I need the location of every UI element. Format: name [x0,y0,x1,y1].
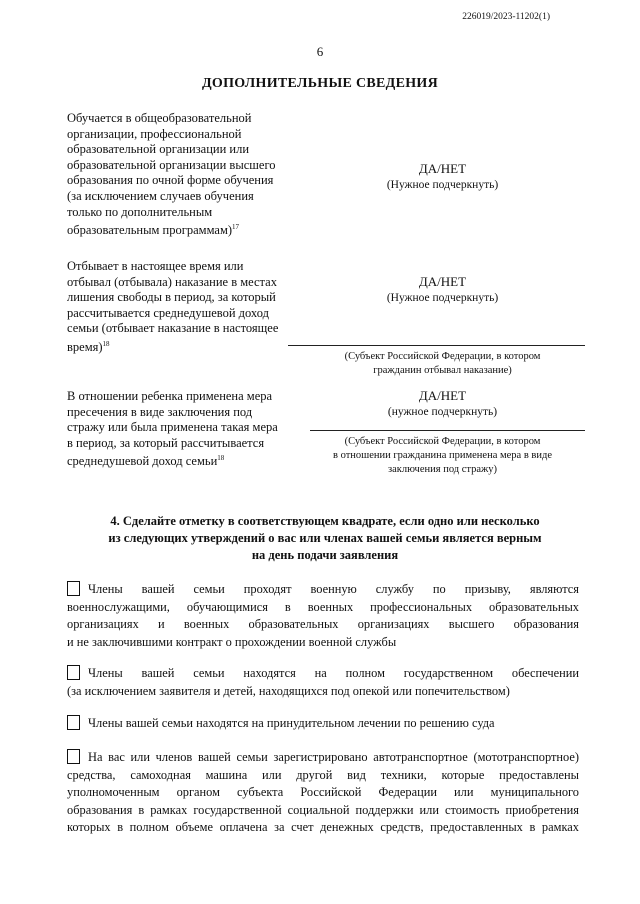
checkbox[interactable] [67,715,80,730]
section-4-title: 4. Сделайте отметку в соответствующем квадрате, если одно или несколько из следующих утверждений о вас или членах вашей семьи является верным на день подачи заявления [108,514,542,562]
statement-state-support: Члены вашей семьи находятся на полном государственном обеспечении (за исключением заявителя и детей, находящихся под опекой или попечительством) [67,666,579,698]
question-line: Отбывает в настоящее время или [67,259,244,273]
subject-caption-imprisonment: (Субъект Российской Федерации, в котором гражданин отбывал наказание) [344,351,541,376]
subject-fill-line[interactable] [288,345,585,346]
question-line: рассчитывается среднедушевой доход [67,305,269,320]
question-line: отбывал (отбывала) наказание в местах [67,274,277,289]
question-line: среднедушевой доход семьи$^{18}$ [67,454,225,469]
yes-no-choice[interactable]: ДА/НЕТ [418,388,467,403]
document-id: 226019/2023-11202(1) [462,12,550,22]
footnote-ref: 18 [102,339,110,348]
answer-hint: (Нужное подчеркнуть) [386,292,499,304]
question-line: семьи (отбывает наказание в настоящее [67,321,279,336]
question-line: организации, профессиональной [67,126,242,141]
page-number: 6 [316,44,324,59]
question-line: в период, за который рассчитывается [67,435,265,450]
answer-studying[interactable] [300,160,585,194]
checkbox[interactable] [67,749,80,764]
question-line: образования по очной форме обучения [67,173,274,188]
answer-imprisonment[interactable] [300,273,585,307]
question-studying [67,111,302,239]
answer-hint: (Нужное подчеркнуть) [386,179,499,191]
yes-no-choice[interactable]: ДА/НЕТ [418,161,467,176]
answer-hint: (нужное подчеркнуть) [387,406,498,418]
question-line: В отношении ребенка применена мера [67,389,273,403]
question-detention [67,389,302,470]
statement-vehicle: На вас или членов вашей семьи зарегистрировано автотранспортное (мототранспортное) средства, самоходная машина или другой вид техники, которые предоставлены уполномоченным органом субъекта Российской Федерации или муниципального образования в рамках государственной социальной поддержки или стоимость приобретения которых в полном объеме оплачена за счет денежных средств, предоставленных в рамках [67,750,579,835]
page-title: ДОПОЛНИТЕЛЬНЫЕ СВЕДЕНИЯ [201,76,438,91]
question-line: только по дополнительным [67,204,213,219]
question-imprisonment [67,259,302,356]
subject-caption-detention: (Субъект Российской Федерации, в котором в отношении гражданина применена мера в виде заключения под стражу) [333,436,552,475]
statement-compulsory-treatment: Члены вашей семьи находятся на принудительном лечении по решению суда [67,715,579,733]
question-line: Обучается в общеобразовательной [67,111,252,125]
question-line: образовательной организации высшего [67,157,276,172]
question-line: пресечения в виде заключения под [67,404,253,419]
footnote-ref: 18 [217,454,225,463]
question-line: (за исключением случаев обучения [67,188,254,203]
checkbox[interactable] [67,581,80,596]
question-line: образовательным программам)$^{17}$ [67,223,240,238]
subject-fill-line[interactable] [310,430,585,431]
footnote-ref: 17 [232,223,240,232]
question-line: время)$^{18}$ [67,339,110,355]
yes-no-choice[interactable]: ДА/НЕТ [418,274,467,289]
question-line: стражу или была применена такая мера [67,420,278,435]
checkbox[interactable] [67,665,80,680]
statement-military-service: Члены вашей семьи проходят военную службу по призыву, являются военнослужащими, обучающимися в военных профессиональных образовательных организациях и военных образовательных организациях высшего образования и не заключившими контракт о прохождении военной службы [67,582,579,649]
question-line: лишения свободы в период, за который [67,290,276,305]
question-line: образовательной организации или [67,142,250,157]
answer-detention[interactable] [300,387,585,421]
